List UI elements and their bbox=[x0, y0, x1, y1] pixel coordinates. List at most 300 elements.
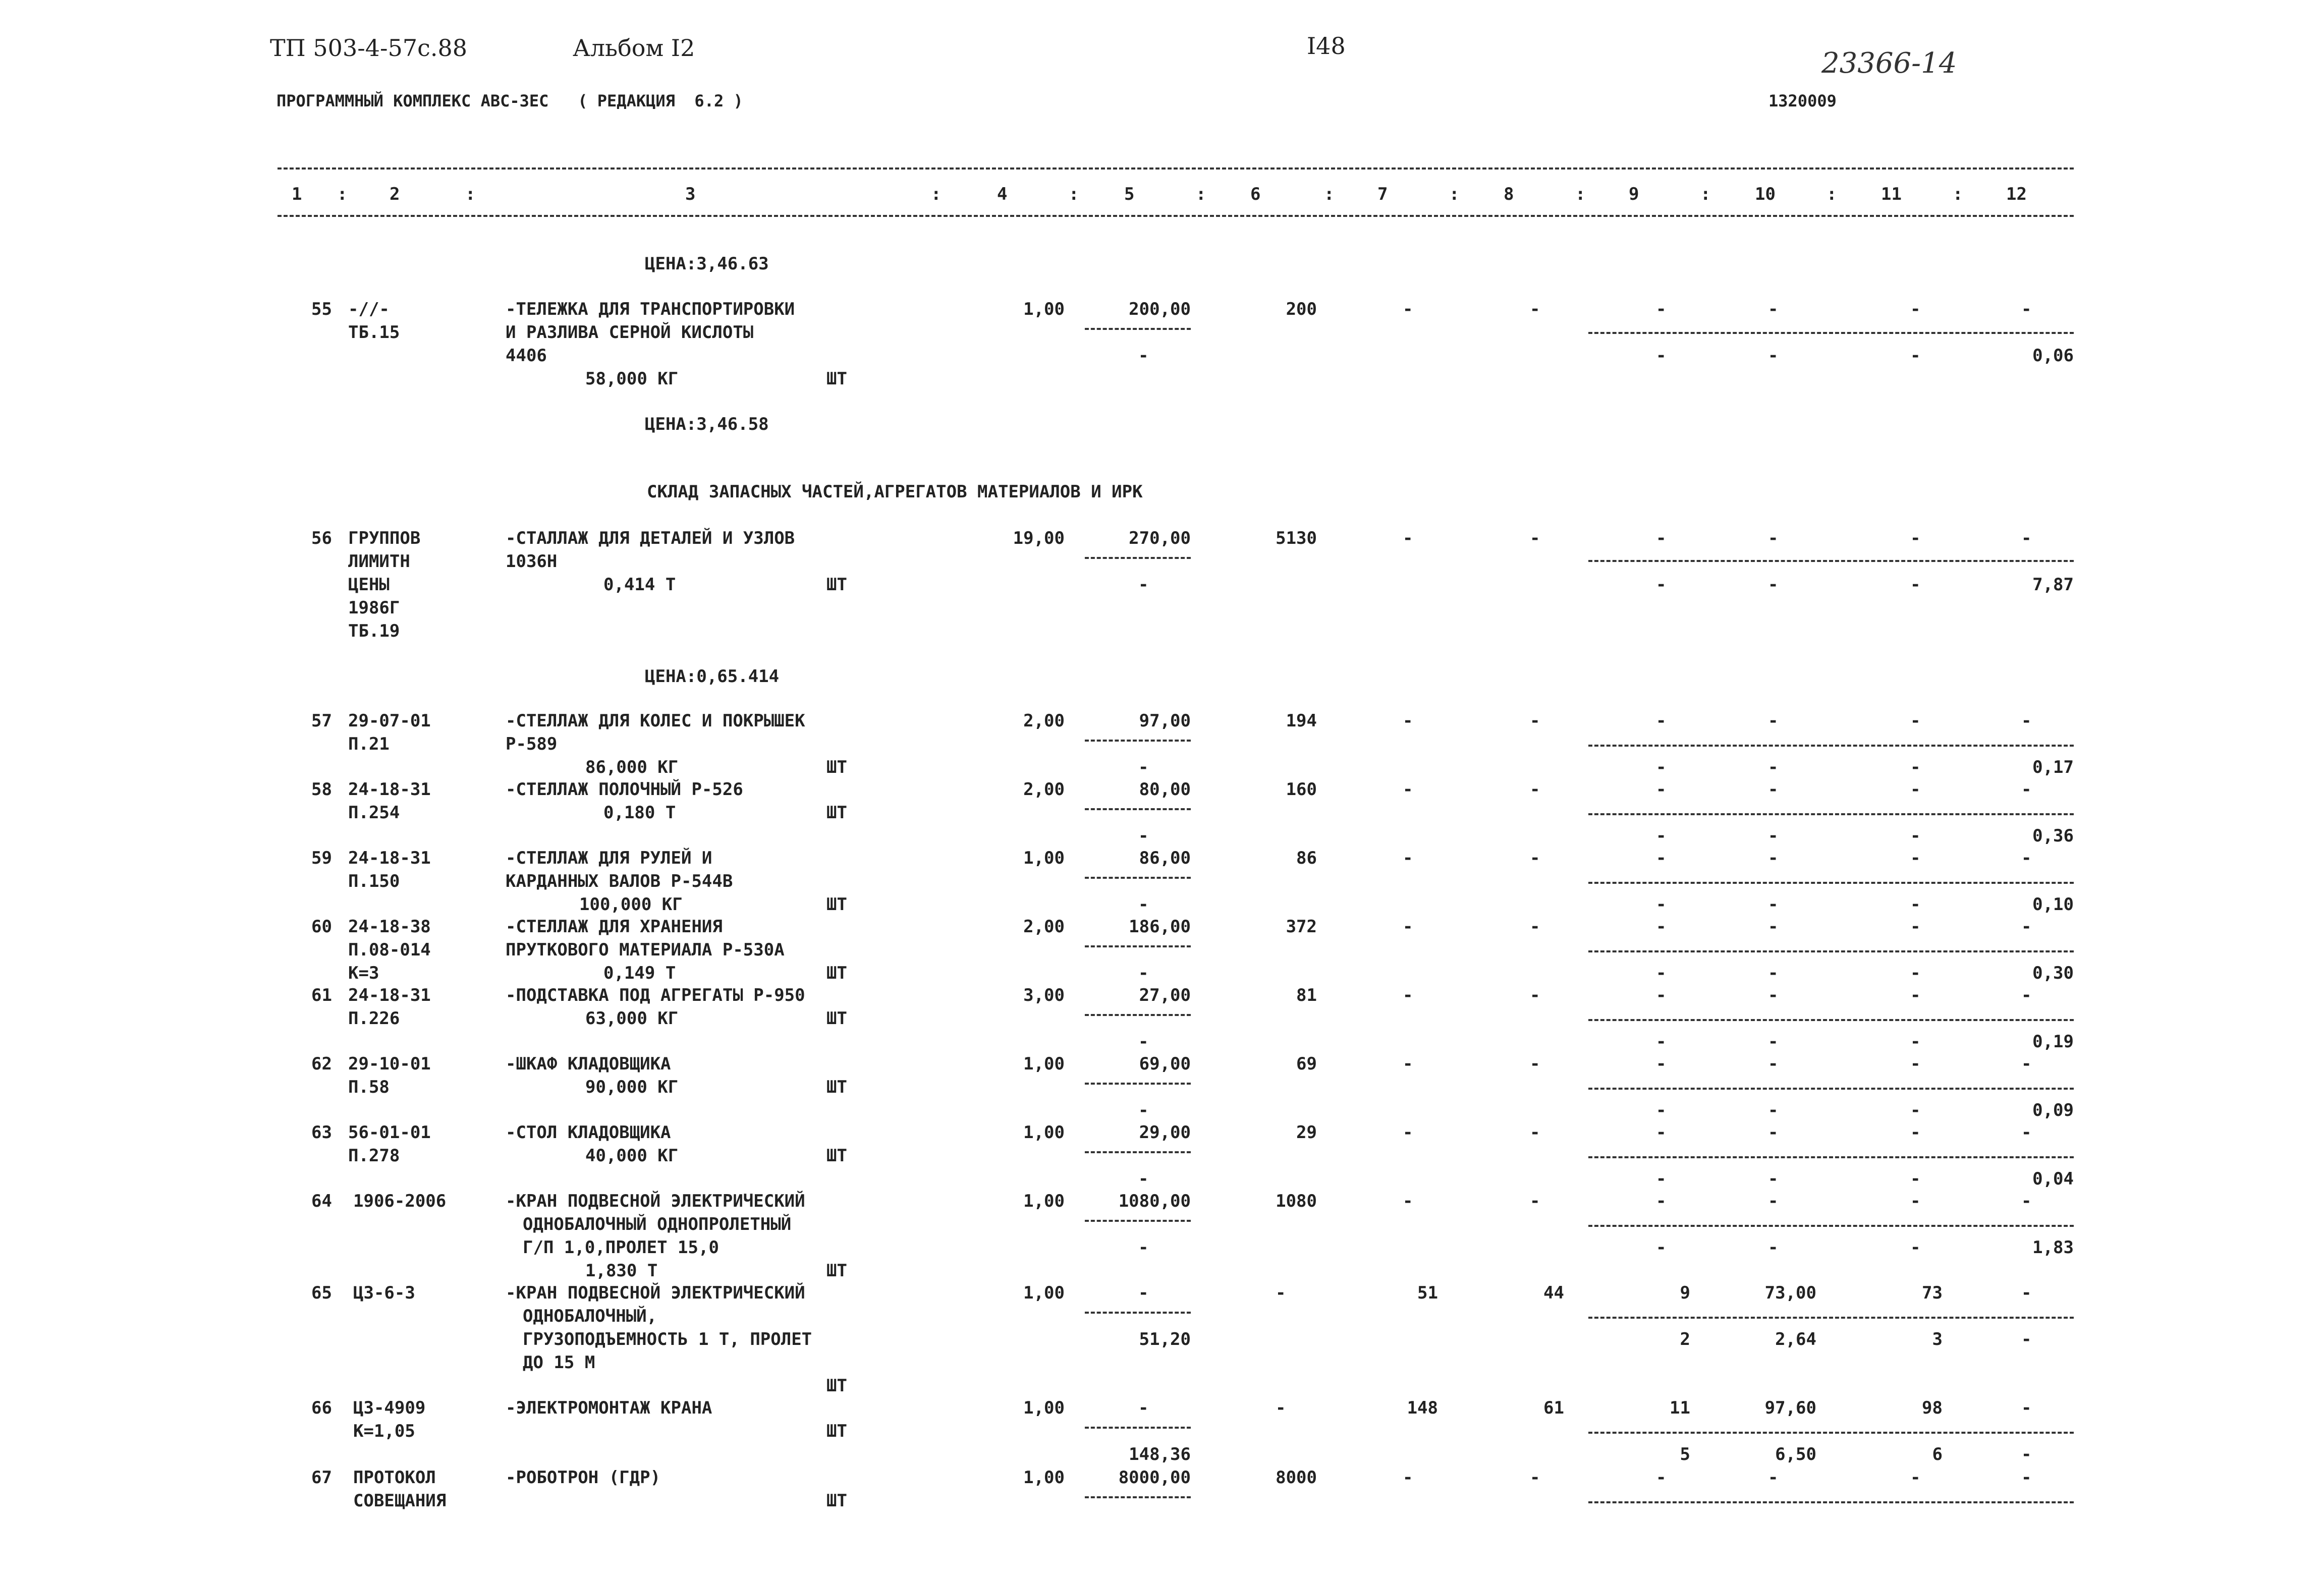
dash-mark: - bbox=[1656, 1468, 1667, 1488]
dash-mark: - bbox=[1910, 1122, 1921, 1143]
row-unit: ШТ bbox=[826, 1077, 847, 1097]
row-name: -СТЕЛЛАЖ ДЛЯ ХРАНЕНИЯ bbox=[506, 917, 723, 937]
dash-mark: - bbox=[1138, 757, 1149, 777]
dash-mark: - bbox=[1403, 1468, 1413, 1488]
row-price: 80,00 bbox=[1139, 779, 1191, 800]
dash-mark: - bbox=[1403, 779, 1413, 800]
dash-mark: - bbox=[1910, 299, 1921, 319]
dash-mark: - bbox=[1910, 779, 1921, 800]
row-col9-secondary: 5 bbox=[1680, 1444, 1690, 1464]
row-name: -ШКАФ КЛАДОВЩИКА bbox=[506, 1054, 671, 1074]
row-name: -СТАЛЛАЖ ДЛЯ ДЕТАЛЕЙ И УЗЛОВ bbox=[506, 528, 795, 548]
col-sep: : bbox=[1953, 184, 1963, 204]
row-unit: ШТ bbox=[826, 575, 847, 595]
row-col12: 0,17 bbox=[2032, 757, 2074, 777]
dash-mark: - bbox=[2021, 917, 2032, 937]
dash-mark: - bbox=[1403, 917, 1413, 937]
row-code: П.150 bbox=[348, 871, 400, 891]
row-total: - bbox=[1276, 1398, 1286, 1418]
col-header-4: 4 bbox=[997, 184, 1008, 204]
row-name: И РАЗЛИВА СЕРНОЙ КИСЛОТЫ bbox=[506, 322, 754, 343]
row-quantity: 1,00 bbox=[1023, 1468, 1065, 1488]
row-name: 1036Н bbox=[506, 551, 558, 572]
row-quantity: 1,00 bbox=[1023, 1191, 1065, 1211]
row-code: ТБ.19 bbox=[348, 621, 400, 641]
dash-mark: - bbox=[1530, 848, 1540, 868]
row-quantity: 2,00 bbox=[1023, 779, 1065, 800]
row-name: -РОБОТРОН (ГДР) bbox=[506, 1468, 661, 1488]
row-quantity: 2,00 bbox=[1023, 711, 1065, 731]
dash-mark: - bbox=[1403, 528, 1413, 548]
dash-mark: - bbox=[1403, 711, 1413, 731]
row-code: П.58 bbox=[348, 1077, 390, 1097]
dash-mark: - bbox=[1768, 826, 1779, 846]
row-unit: ШТ bbox=[826, 1008, 847, 1029]
dash-mark: - bbox=[1530, 917, 1540, 937]
row-col11: 73 bbox=[1922, 1283, 1943, 1303]
dash-mark: - bbox=[1656, 1191, 1667, 1211]
dash-mark: - bbox=[2021, 711, 2032, 731]
row-code: К=3 bbox=[348, 963, 379, 983]
row-total: 194 bbox=[1286, 711, 1317, 731]
dash-mark: - bbox=[1656, 1122, 1667, 1143]
dash-mark: - bbox=[1910, 917, 1921, 937]
row-subrule bbox=[1588, 1088, 2074, 1090]
row-col9: 11 bbox=[1670, 1398, 1690, 1418]
row-price: 186,00 bbox=[1129, 917, 1191, 937]
dash-mark: - bbox=[1403, 1054, 1413, 1074]
price-line: ЦЕНА:3,46.63 bbox=[645, 254, 769, 274]
row-total: 1080 bbox=[1276, 1191, 1317, 1211]
row-col7: 148 bbox=[1407, 1398, 1438, 1418]
dash-mark: - bbox=[1656, 985, 1667, 1005]
row-subrule bbox=[1588, 813, 2074, 815]
row-subrule bbox=[1588, 1501, 2074, 1503]
col-sep: : bbox=[931, 184, 942, 204]
row-price: 97,00 bbox=[1139, 711, 1191, 731]
row-weight: 0,414 Т bbox=[603, 575, 676, 595]
price-line: ЦЕНА:0,65.414 bbox=[645, 666, 780, 687]
row-col12: 7,87 bbox=[2032, 575, 2074, 595]
dash-mark: - bbox=[2021, 1468, 2032, 1488]
row-code: К=1,05 bbox=[353, 1421, 415, 1441]
row-total: - bbox=[1276, 1283, 1286, 1303]
row-col10-secondary: 6,50 bbox=[1775, 1444, 1816, 1464]
dash-mark: - bbox=[1768, 963, 1779, 983]
row-price: - bbox=[1138, 1398, 1149, 1418]
price-underline bbox=[1085, 1151, 1191, 1153]
row-price: 69,00 bbox=[1139, 1054, 1191, 1074]
col-header-1: 1 bbox=[292, 184, 302, 204]
row-weight: 40,000 КГ bbox=[585, 1146, 679, 1166]
row-quantity: 19,00 bbox=[1013, 528, 1065, 548]
row-code: 29-10-01 bbox=[348, 1054, 431, 1074]
row-subrule bbox=[1588, 332, 2074, 334]
row-col12-secondary: - bbox=[2021, 1329, 2032, 1349]
dash-mark: - bbox=[1768, 1169, 1779, 1189]
dash-mark: - bbox=[1656, 528, 1667, 548]
row-weight: 0,180 Т bbox=[603, 803, 676, 823]
dash-mark: - bbox=[1530, 1122, 1540, 1143]
row-quantity: 1,00 bbox=[1023, 299, 1065, 319]
row-code: СОВЕЩАНИЯ bbox=[353, 1491, 447, 1511]
col-header-5: 5 bbox=[1124, 184, 1135, 204]
dash-mark: - bbox=[1910, 1237, 1921, 1258]
dash-mark: - bbox=[1530, 299, 1540, 319]
row-price-secondary: 148,36 bbox=[1129, 1444, 1191, 1464]
price-underline bbox=[1085, 1014, 1191, 1016]
handwritten-number: 23366-14 bbox=[1821, 47, 1957, 80]
dash-mark: - bbox=[1910, 1054, 1921, 1074]
dash-mark: - bbox=[1656, 299, 1667, 319]
row-col12: 0,36 bbox=[2032, 826, 2074, 846]
dash-mark: - bbox=[1656, 1237, 1667, 1258]
dash-mark: - bbox=[1768, 346, 1779, 366]
row-name: Р-589 bbox=[506, 734, 558, 754]
col-sep: : bbox=[1449, 184, 1460, 204]
dash-mark: - bbox=[2021, 848, 2032, 868]
dash-mark: - bbox=[1768, 528, 1779, 548]
dash-mark: - bbox=[1910, 575, 1921, 595]
dash-mark: - bbox=[1138, 826, 1149, 846]
price-underline bbox=[1085, 877, 1191, 879]
dash-mark: - bbox=[1138, 1169, 1149, 1189]
row-subrule bbox=[1588, 560, 2074, 562]
row-code: -//- bbox=[348, 299, 390, 319]
row-quantity: 1,00 bbox=[1023, 1283, 1065, 1303]
row-code: ЦЕНЫ bbox=[348, 575, 390, 595]
dash-mark: - bbox=[1768, 1054, 1779, 1074]
dash-mark: - bbox=[1656, 1100, 1667, 1120]
row-price: 29,00 bbox=[1139, 1122, 1191, 1143]
row-unit: ШТ bbox=[826, 894, 847, 915]
row-col12: 0,04 bbox=[2032, 1169, 2074, 1189]
row-number: 66 bbox=[311, 1398, 332, 1418]
row-quantity: 1,00 bbox=[1023, 1398, 1065, 1418]
page-number: I48 bbox=[1307, 32, 1346, 60]
dash-mark: - bbox=[1768, 575, 1779, 595]
dash-mark: - bbox=[1138, 346, 1149, 366]
col-header-3: 3 bbox=[685, 184, 696, 204]
dash-mark: - bbox=[1910, 848, 1921, 868]
document-code: ТП 503-4-57с.88 bbox=[270, 34, 468, 62]
dash-mark: - bbox=[2021, 1122, 2032, 1143]
dash-mark: - bbox=[1138, 575, 1149, 595]
col-sep: : bbox=[1069, 184, 1079, 204]
dash-mark: - bbox=[1656, 826, 1667, 846]
dash-mark: - bbox=[1910, 528, 1921, 548]
row-code: ЦЗ-4909 bbox=[353, 1398, 426, 1418]
row-unit: ШТ bbox=[826, 1421, 847, 1441]
dash-mark: - bbox=[1910, 1032, 1921, 1052]
dash-mark: - bbox=[1530, 711, 1540, 731]
dash-mark: - bbox=[1768, 917, 1779, 937]
row-col10: 73,00 bbox=[1764, 1283, 1816, 1303]
row-total: 372 bbox=[1286, 917, 1317, 937]
row-name: -КРАН ПОДВЕСНОЙ ЭЛЕКТРИЧЕСКИЙ bbox=[506, 1191, 805, 1211]
row-code: П.226 bbox=[348, 1008, 400, 1029]
dash-mark: - bbox=[1656, 346, 1667, 366]
row-total: 29 bbox=[1296, 1122, 1317, 1143]
row-code: ЦЗ-6-3 bbox=[353, 1283, 415, 1303]
dash-mark: - bbox=[1530, 779, 1540, 800]
row-quantity: 1,00 bbox=[1023, 848, 1065, 868]
row-name: ОДНОБАЛОЧНЫЙ ОДНОПРОЛЕТНЫЙ bbox=[523, 1214, 792, 1234]
price-underline bbox=[1085, 740, 1191, 742]
row-name: ДО 15 М bbox=[523, 1352, 595, 1373]
price-underline bbox=[1085, 945, 1191, 947]
dash-mark: - bbox=[1656, 779, 1667, 800]
dash-mark: - bbox=[2021, 1191, 2032, 1211]
row-weight: 1,830 Т bbox=[585, 1261, 658, 1281]
row-name: ГРУЗОПОДЪЕМНОСТЬ 1 Т, ПРОЛЕТ bbox=[523, 1329, 812, 1349]
row-col10: 97,60 bbox=[1764, 1398, 1816, 1418]
row-number: 57 bbox=[311, 711, 332, 731]
row-col9: 9 bbox=[1680, 1283, 1690, 1303]
dash-mark: - bbox=[1656, 848, 1667, 868]
row-quantity: 1,00 bbox=[1023, 1054, 1065, 1074]
dash-mark: - bbox=[1910, 826, 1921, 846]
row-subrule bbox=[1588, 745, 2074, 747]
col-header-9: 9 bbox=[1629, 184, 1639, 204]
dash-mark: - bbox=[1138, 1237, 1149, 1258]
row-weight: 58,000 КГ bbox=[585, 369, 679, 389]
row-col11-secondary: 6 bbox=[1932, 1444, 1943, 1464]
col-sep: : bbox=[337, 184, 348, 204]
dash-mark: - bbox=[1403, 1191, 1413, 1211]
row-name: -СТОЛ КЛАДОВЩИКА bbox=[506, 1122, 671, 1143]
row-code: П.21 bbox=[348, 734, 390, 754]
dash-mark: - bbox=[2021, 985, 2032, 1005]
row-name: -ПОДСТАВКА ПОД АГРЕГАТЫ Р-950 bbox=[506, 985, 805, 1005]
row-col12: 0,06 bbox=[2032, 346, 2074, 366]
row-total: 81 bbox=[1296, 985, 1317, 1005]
dash-mark: - bbox=[1910, 1169, 1921, 1189]
dash-mark: - bbox=[1768, 985, 1779, 1005]
row-number: 63 bbox=[311, 1122, 332, 1143]
row-code: 56-01-01 bbox=[348, 1122, 431, 1143]
col-header-10: 10 bbox=[1755, 184, 1776, 204]
price-underline bbox=[1085, 1220, 1191, 1222]
row-col12: 0,10 bbox=[2032, 894, 2074, 915]
dash-mark: - bbox=[1656, 1054, 1667, 1074]
dash-mark: - bbox=[1910, 985, 1921, 1005]
row-unit: ШТ bbox=[826, 1261, 847, 1281]
row-name: -СТЕЛЛАЖ ПОЛОЧНЫЙ Р-526 bbox=[506, 779, 743, 800]
row-total: 86 bbox=[1296, 848, 1317, 868]
row-price: 1080,00 bbox=[1118, 1191, 1191, 1211]
dash-mark: - bbox=[1138, 894, 1149, 915]
row-col11-secondary: 3 bbox=[1932, 1329, 1943, 1349]
row-price: 200,00 bbox=[1129, 299, 1191, 319]
row-total: 160 bbox=[1286, 779, 1317, 800]
code-right: 1320009 bbox=[1768, 91, 1837, 110]
row-col10-secondary: 2,64 bbox=[1775, 1329, 1816, 1349]
row-total: 5130 bbox=[1276, 528, 1317, 548]
row-col9-secondary: 2 bbox=[1680, 1329, 1690, 1349]
dash-mark: - bbox=[1768, 1100, 1779, 1120]
dash-mark: - bbox=[1530, 985, 1540, 1005]
row-code: П.254 bbox=[348, 803, 400, 823]
dash-mark: - bbox=[1768, 299, 1779, 319]
program-line: ПРОГРАММНЫЙ КОМПЛЕКС АВС-3ЕС ( РЕДАКЦИЯ 6.2 ) bbox=[276, 91, 743, 110]
dash-mark: - bbox=[1656, 963, 1667, 983]
price-line: ЦЕНА:3,46.58 bbox=[645, 414, 769, 434]
row-quantity: 3,00 bbox=[1023, 985, 1065, 1005]
dash-mark: - bbox=[1138, 1100, 1149, 1120]
row-name: -СТЕЛЛАЖ ДЛЯ КОЛЕС И ПОКРЫШЕК bbox=[506, 711, 805, 731]
dash-mark: - bbox=[1910, 894, 1921, 915]
dash-mark: - bbox=[1656, 894, 1667, 915]
dash-mark: - bbox=[1768, 1191, 1779, 1211]
dash-mark: - bbox=[1530, 1468, 1540, 1488]
row-col11: 98 bbox=[1922, 1398, 1943, 1418]
row-code: 29-07-01 bbox=[348, 711, 431, 731]
row-name: ОДНОБАЛОЧНЫЙ, bbox=[523, 1306, 657, 1326]
row-col12-secondary: - bbox=[2021, 1444, 2032, 1464]
price-underline bbox=[1085, 1496, 1191, 1498]
row-col12: 0,09 bbox=[2032, 1100, 2074, 1120]
row-unit: ШТ bbox=[826, 1376, 847, 1396]
row-weight: 0,149 Т bbox=[603, 963, 676, 983]
row-code: 24-18-31 bbox=[348, 985, 431, 1005]
dash-mark: - bbox=[1656, 917, 1667, 937]
dash-mark: - bbox=[1656, 1169, 1667, 1189]
dash-mark: - bbox=[1910, 963, 1921, 983]
col-header-2: 2 bbox=[390, 184, 400, 204]
row-code: ТБ.15 bbox=[348, 322, 400, 343]
row-number: 55 bbox=[311, 299, 332, 319]
col-sep: : bbox=[465, 184, 476, 204]
row-quantity: 1,00 bbox=[1023, 1122, 1065, 1143]
row-code: П.08-014 bbox=[348, 940, 431, 960]
dash-mark: - bbox=[1138, 1032, 1149, 1052]
row-number: 67 bbox=[311, 1468, 332, 1488]
dash-mark: - bbox=[1910, 711, 1921, 731]
row-col7: 51 bbox=[1417, 1283, 1438, 1303]
dash-mark: - bbox=[2021, 1054, 2032, 1074]
dash-mark: - bbox=[1768, 848, 1779, 868]
dash-mark: - bbox=[1768, 1468, 1779, 1488]
dash-mark: - bbox=[1768, 779, 1779, 800]
dash-mark: - bbox=[1910, 1191, 1921, 1211]
row-code: ЛИМИТН bbox=[348, 551, 410, 572]
dash-mark: - bbox=[1656, 575, 1667, 595]
dash-mark: - bbox=[1530, 1191, 1540, 1211]
row-name: -СТЕЛЛАЖ ДЛЯ РУЛЕЙ И bbox=[506, 848, 712, 868]
row-unit: ШТ bbox=[826, 963, 847, 983]
row-code: 24-18-31 bbox=[348, 848, 431, 868]
row-number: 62 bbox=[311, 1054, 332, 1074]
row-number: 60 bbox=[311, 917, 332, 937]
row-code: 24-18-31 bbox=[348, 779, 431, 800]
price-underline bbox=[1085, 557, 1191, 559]
table-header-rule bbox=[278, 215, 2074, 217]
col-header-8: 8 bbox=[1504, 184, 1514, 204]
col-sep: : bbox=[1196, 184, 1206, 204]
dash-mark: - bbox=[1768, 1122, 1779, 1143]
row-subrule bbox=[1588, 1019, 2074, 1021]
row-number: 64 bbox=[311, 1191, 332, 1211]
col-sep: : bbox=[1827, 184, 1837, 204]
col-header-7: 7 bbox=[1377, 184, 1388, 204]
price-underline bbox=[1085, 328, 1191, 330]
row-col12: 0,19 bbox=[2032, 1032, 2074, 1052]
row-number: 65 bbox=[311, 1283, 332, 1303]
row-name: КАРДАННЫХ ВАЛОВ Р-544В bbox=[506, 871, 733, 891]
col-header-11: 11 bbox=[1881, 184, 1902, 204]
row-price: 86,00 bbox=[1139, 848, 1191, 868]
row-weight: 86,000 КГ bbox=[585, 757, 679, 777]
row-col8: 44 bbox=[1543, 1283, 1564, 1303]
dash-mark: - bbox=[1530, 1054, 1540, 1074]
dash-mark: - bbox=[1403, 985, 1413, 1005]
dash-mark: - bbox=[1656, 757, 1667, 777]
price-underline bbox=[1085, 808, 1191, 810]
dash-mark: - bbox=[1403, 1122, 1413, 1143]
row-price: 8000,00 bbox=[1118, 1468, 1191, 1488]
row-number: 59 bbox=[311, 848, 332, 868]
row-col12: - bbox=[2021, 1398, 2032, 1418]
row-subrule bbox=[1588, 1432, 2074, 1434]
dash-mark: - bbox=[1910, 757, 1921, 777]
row-subrule bbox=[1588, 1156, 2074, 1158]
dash-mark: - bbox=[1910, 1100, 1921, 1120]
row-price: - bbox=[1138, 1283, 1149, 1303]
row-unit: ШТ bbox=[826, 1491, 847, 1511]
dash-mark: - bbox=[1656, 711, 1667, 731]
row-col12: 0,30 bbox=[2032, 963, 2074, 983]
row-code: 1986Г bbox=[348, 598, 400, 618]
row-unit: ШТ bbox=[826, 803, 847, 823]
section-title: СКЛАД ЗАПАСНЫХ ЧАСТЕЙ,АГРЕГАТОВ МАТЕРИАЛОВ И ИРК bbox=[647, 482, 1143, 502]
album-label: Альбом I2 bbox=[573, 34, 695, 62]
col-sep: : bbox=[1700, 184, 1711, 204]
col-sep: : bbox=[1575, 184, 1586, 204]
row-unit: ШТ bbox=[826, 369, 847, 389]
row-quantity: 2,00 bbox=[1023, 917, 1065, 937]
row-name: -ЭЛЕКТРОМОНТАЖ КРАНА bbox=[506, 1398, 712, 1418]
row-unit: ШТ bbox=[826, 1146, 847, 1166]
row-total: 200 bbox=[1286, 299, 1317, 319]
row-weight: 90,000 КГ bbox=[585, 1077, 679, 1097]
table-top-rule bbox=[278, 167, 2074, 170]
row-name: -КРАН ПОДВЕСНОЙ ЭЛЕКТРИЧЕСКИЙ bbox=[506, 1283, 805, 1303]
row-number: 56 bbox=[311, 528, 332, 548]
dash-mark: - bbox=[1768, 757, 1779, 777]
row-price: 270,00 bbox=[1129, 528, 1191, 548]
dash-mark: - bbox=[2021, 528, 2032, 548]
row-weight: 100,000 КГ bbox=[579, 894, 683, 915]
row-col12: 1,83 bbox=[2032, 1237, 2074, 1258]
dash-mark: - bbox=[1768, 711, 1779, 731]
row-col8: 61 bbox=[1543, 1398, 1564, 1418]
dash-mark: - bbox=[1910, 1468, 1921, 1488]
row-subrule bbox=[1588, 950, 2074, 952]
row-name: ПРУТКОВОГО МАТЕРИАЛА Р-530А bbox=[506, 940, 785, 960]
dash-mark: - bbox=[1530, 528, 1540, 548]
row-name: -ТЕЛЕЖКА ДЛЯ ТРАНСПОРТИРОВКИ bbox=[506, 299, 795, 319]
dash-mark: - bbox=[1768, 894, 1779, 915]
price-underline bbox=[1085, 1083, 1191, 1085]
col-sep: : bbox=[1324, 184, 1335, 204]
dash-mark: - bbox=[1138, 963, 1149, 983]
dash-mark: - bbox=[1403, 299, 1413, 319]
row-total: 8000 bbox=[1276, 1468, 1317, 1488]
row-price-secondary: 51,20 bbox=[1139, 1329, 1191, 1349]
dash-mark: - bbox=[2021, 299, 2032, 319]
row-unit: ШТ bbox=[826, 757, 847, 777]
